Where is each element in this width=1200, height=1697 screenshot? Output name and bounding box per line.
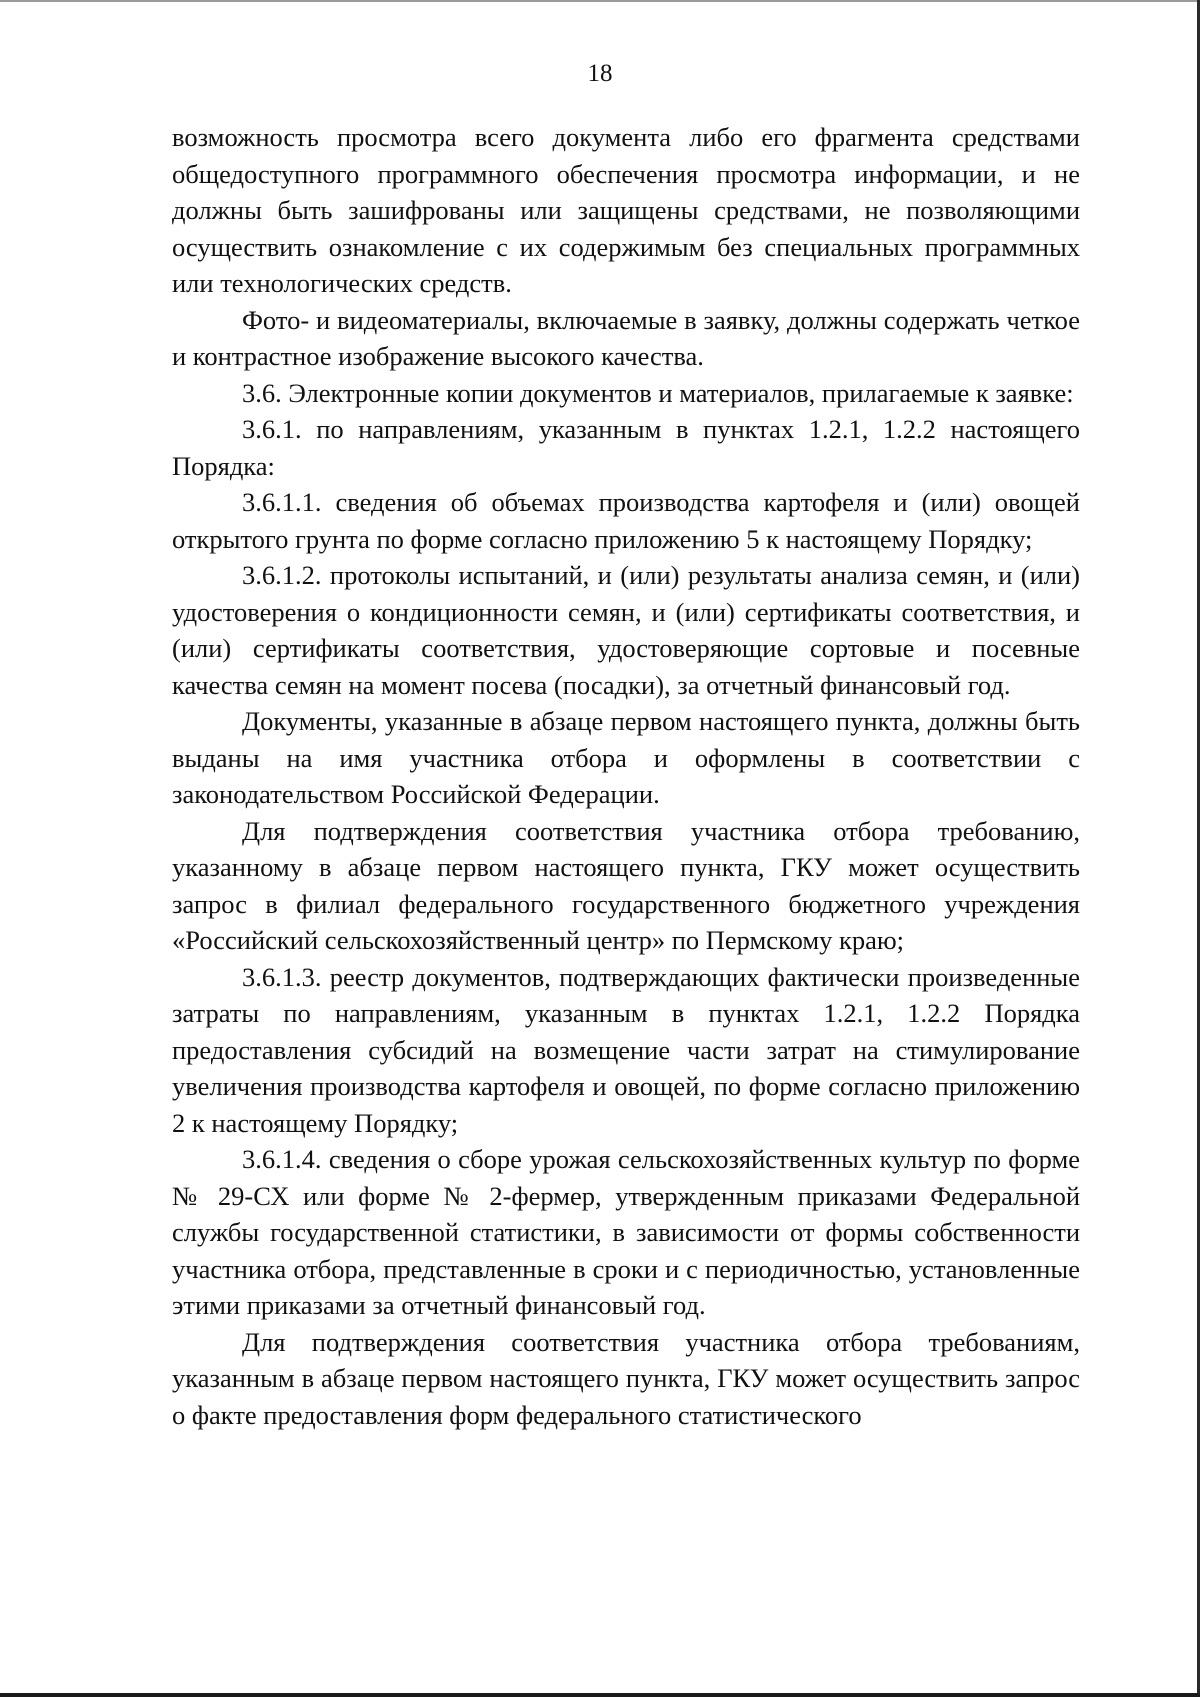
scan-bottom-edge	[0, 1693, 1200, 1697]
paragraph-3-6: 3.6. Электронные копии документов и материалов, прилагаемые к заявке:	[242, 377, 1074, 408]
paragraph-3-6-1-3: 3.6.1.3. реестр документов, подтверждающих фактически произведенные затраты по направлениям, указанным в пунктах 1.2.1, 1.2.2 Порядка предоставления субсидий на возмещение части затрат на стимулирование увеличения производства картофеля и овощей, по форме согласно приложению 2 к настоящему Порядку;	[172, 961, 1080, 1138]
paragraph-continuation: возможность просмотра всего документа либо его фрагмента средствами общедоступного программного обеспечения просмотра информации, и не должны быть зашифрованы или защищены средствами, не позволяющими осуществить ознакомление с их содержимым без специальных программных или технологических средств.	[172, 122, 1080, 298]
paragraph-3-6-1: 3.6.1. по направлениям, указанным в пунктах 1.2.1, 1.2.2 настоящего Порядка:	[172, 414, 1080, 481]
paragraph-documents-issued: Документы, указанные в абзаце первом настоящего пункта, должны быть выданы на имя участника отбора и оформлены в соответствии с законодательством Российской Федерации.	[172, 706, 1080, 809]
paragraph-3-6-1-1: 3.6.1.1. сведения об объемах производства картофеля и (или) овощей открытого грунта по форме согласно приложению 5 к настоящему Порядку;	[172, 487, 1080, 554]
paragraph-confirmation-request: Для подтверждения соответствия участника отбора требованию, указанному в абзаце первом настоящего пункта, ГКУ может осуществить запрос в филиал федерального государственного бюджетного учреждения «Российский сельскохозяйственный центр» по Пермскому краю;	[172, 815, 1080, 955]
paragraph-3-6-1-4: 3.6.1.4. сведения о сборе урожая сельскохозяйственных культур по форме № 29-СХ или форме № 2-фермер, утвержденным приказами Федеральной службы государственной статистики, в зависимости от формы собственности участника отбора, представленные в сроки и с периодичностью, установленные этими приказами за отчетный финансовый год.	[172, 1144, 1080, 1320]
scan-top-edge	[0, 0, 1200, 2]
paragraph-statistics-request: Для подтверждения соответствия участника отбора требованиям, указанным в абзаце первом настоящего пункта, ГКУ может осуществить запрос о факте предоставления форм федерального статистического	[172, 1326, 1080, 1430]
paragraph-photo-video: Фото- и видеоматериалы, включаемые в заявку, должны содержать четкое и контрастное изображение высокого качества.	[172, 304, 1080, 371]
page-number: 18	[587, 60, 613, 87]
document-body	[172, 119, 1080, 1433]
paragraph-3-6-1-2: 3.6.1.2. протоколы испытаний, и (или) результаты анализа семян, и (или) удостоверения о кондиционности семян, и (или) сертификаты соответствия, и (или) сертификаты соответствия, удостоверяющие сортовые и посевные качества семян на момент посева (посадки), за отчетный финансовый год.	[172, 560, 1080, 700]
